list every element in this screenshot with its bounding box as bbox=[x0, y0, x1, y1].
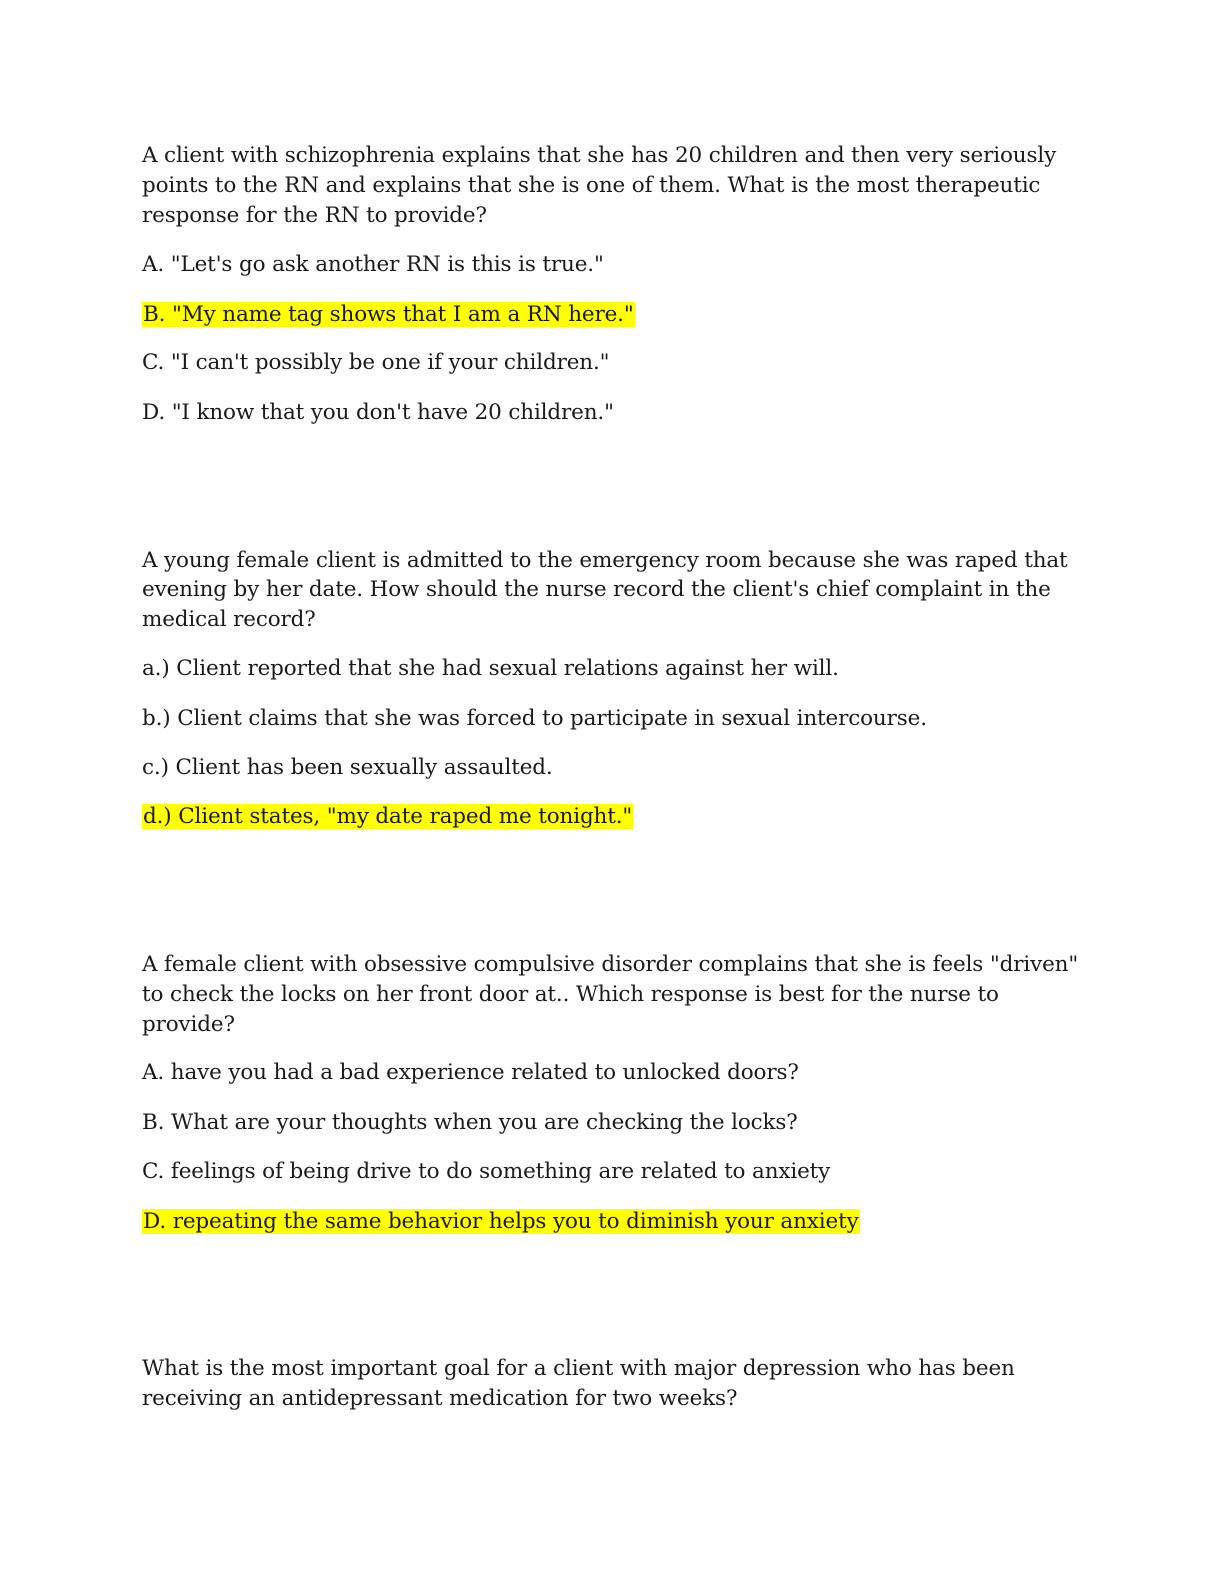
option-text: C. feelings of being drive to do something are related to anxiety bbox=[142, 1159, 831, 1184]
question-4-stem-line-1: What is the most important goal for a client with major depression who has been bbox=[142, 1356, 1015, 1381]
question-1-option-a bbox=[142, 250, 604, 280]
question-2-option-b bbox=[142, 704, 927, 734]
option-text: A. have you had a bad experience related to unlocked doors? bbox=[142, 1060, 799, 1085]
option-text: A. "Let's go ask another RN is this is true." bbox=[142, 252, 604, 277]
option-text: a.) Client reported that she had sexual relations against her will. bbox=[142, 656, 839, 681]
question-1-option-b-answer bbox=[142, 300, 635, 330]
question-2-option-c bbox=[142, 753, 553, 783]
question-3-option-b bbox=[142, 1108, 798, 1138]
question-3-option-d-answer bbox=[142, 1207, 860, 1237]
question-2-stem-line-2: evening by her date. How should the nurse record the client's chief complaint in the bbox=[142, 577, 1051, 602]
question-2-stem-line-1: A young female client is admitted to the emergency room because she was raped that bbox=[142, 548, 1068, 573]
question-1-stem-line-2: points to the RN and explains that she is one of them. What is the most therapeutic bbox=[142, 173, 1041, 198]
question-3-option-a bbox=[142, 1058, 799, 1088]
option-text: b.) Client claims that she was forced to participate in sexual intercourse. bbox=[142, 706, 927, 731]
question-4-stem-line-2: receiving an antidepressant medication for two weeks? bbox=[142, 1386, 738, 1411]
highlighted-answer: D. repeating the same behavior helps you to diminish your anxiety bbox=[143, 1209, 859, 1234]
question-1-option-c bbox=[142, 348, 609, 378]
question-3-stem-line-1: A female client with obsessive compulsive disorder complains that she is feels "driven" bbox=[142, 952, 1079, 977]
option-text: C. "I can't possibly be one if your children." bbox=[142, 350, 610, 375]
question-2-option-a bbox=[142, 654, 839, 684]
question-1-stem-line-3: response for the RN to provide? bbox=[142, 203, 487, 228]
option-text: D. "I know that you don't have 20 children." bbox=[142, 400, 614, 425]
question-1-stem-line-1: A client with schizophrenia explains that she has 20 children and then very seriously bbox=[142, 143, 1057, 168]
highlighted-answer: d.) Client states, "my date raped me tonight." bbox=[143, 804, 633, 829]
question-3-stem-line-2: to check the locks on her front door at.. Which response is best for the nurse to bbox=[142, 982, 999, 1007]
option-text: c.) Client has been sexually assaulted. bbox=[142, 755, 553, 780]
question-2-option-d-answer bbox=[142, 802, 633, 832]
question-1-option-d bbox=[142, 398, 614, 428]
question-3-stem-line-3: provide? bbox=[142, 1012, 235, 1037]
question-3-option-c bbox=[142, 1157, 830, 1187]
highlighted-answer: B. "My name tag shows that I am a RN here." bbox=[143, 302, 634, 327]
option-text: B. What are your thoughts when you are checking the locks? bbox=[142, 1110, 798, 1135]
question-2-stem-line-3: medical record? bbox=[142, 607, 316, 632]
